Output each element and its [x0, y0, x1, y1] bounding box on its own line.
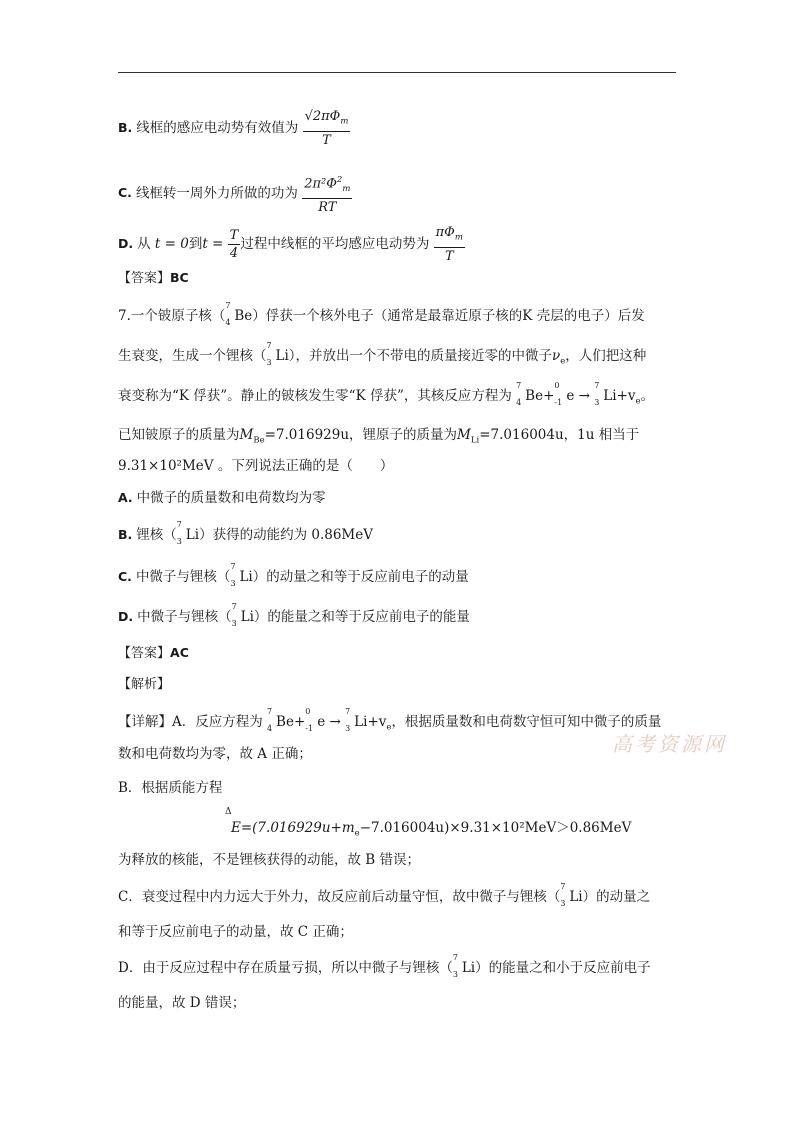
nuclide-be: 7 4 Be+	[267, 707, 306, 733]
header-rule	[118, 72, 676, 73]
detail-line1: 【详解】A．反应方程为 7 4 Be+ 0 -1 e → 7 3 $Li+v_e$，根据质量数和电荷数守恒可知中微子的质量	[118, 707, 662, 733]
watermark-logo: 高考资源网	[612, 732, 727, 756]
q7-line2: 生衰变，生成一个锂核（ 7 3 Li），并放出一个不带电的质量接近零的中微子$\nu_e$，人们把这种	[118, 341, 647, 367]
nuclide-li: 7 3 Li	[452, 953, 476, 979]
option-d: D. 从 t = 0到t = $\frac{T}{4}$ 过程中线框的平均感应电动势为 $\frac{\pi\Phi_m}{T}$	[118, 225, 463, 264]
q7-option-c: C. 中微子与锂核（ 7 3 Li）的动量之和等于反应前电子的动量	[118, 562, 469, 588]
nuclide-li: 7 3 Li+v	[594, 381, 636, 407]
option-c: C. 线框转一周外力所做的功为 $\frac{2\pi^2\Phi^2_m}{RT}$	[118, 172, 352, 216]
fraction: $\frac{\pi\Phi_m}{T}$	[435, 225, 463, 264]
nuclide-li: 7 3 Li	[560, 882, 583, 908]
fraction: $\frac{2\pi^2\Phi^2_m}{RT}$	[302, 172, 352, 216]
nuclide-e: 0 -1 e →	[305, 707, 341, 733]
detail-line6: C．衰变过程中内力远大于外力，故反应前后动量守恒，故中微子与锂核（ 7 3 Li）的动量之	[118, 882, 651, 908]
detail-line9: 的能量，故 D 错误；	[118, 995, 246, 1011]
nuclide-li: 7 3 Li+v	[345, 707, 387, 733]
answer-ac: 【答案】AC	[118, 645, 189, 661]
q7-line5: 9.31×10²MeV 。下列说法正确的是（ ）	[118, 458, 394, 474]
delta-symbol: Δ	[225, 807, 232, 817]
nuclide-be: 7 4 Be+	[516, 381, 555, 407]
detail-line3: B．根据质能方程	[118, 780, 223, 796]
nuclide-be: 7 4 Be	[225, 301, 253, 327]
detail-line5: 为释放的核能，不是锂核获得的动能，故 B 错误；	[118, 852, 421, 868]
detail-line8: D．由于反应过程中存在质量亏损，所以中微子与锂核（ 7 3 Li）的能量之和小于反应前电子	[118, 953, 651, 979]
answer-bc: 【答案】BC	[118, 270, 189, 286]
q7-line3: 衰变称为“K 俘获”。静止的铍核发生零“K 俘获”，其核反应方程为 7 4 Be+ 0 -1 e → 7 3 $Li+v_e$。	[118, 381, 655, 407]
q7-option-b: B. 锂核（ 7 3 Li）获得的动能约为 0.86MeV	[118, 520, 373, 546]
option-b: B. 线框的感应电动势有效值为 $\frac{√2\pi\Phi_m}{T}$	[118, 109, 349, 148]
detail-line2: 数和电荷数均为零，故 A 正确；	[118, 746, 312, 762]
q7-option-d: D. 中微子与锂核（ 7 3 Li）的能量之和等于反应前电子的能量	[118, 602, 470, 628]
detail-line7: 和等于反应前电子的动量，故 C 正确；	[118, 924, 353, 940]
nuclide-li: 7 3 Li	[176, 520, 200, 546]
q7-line1: 7.一个铍原子核（ 7 4 Be）俘获一个核外电子（通常是最靠近原子核的K 壳层的电子）后发	[118, 301, 645, 327]
q7-line4: 已知铍原子的质量为$M_{Be}=7.016929u$，锂原子的质量为$M_{Li}=7.016004u$，1u 相当于	[118, 427, 640, 446]
q7-option-a: A. 中微子的质量数和电荷数均为零	[118, 490, 326, 506]
nuclide-li: 7 3 Li	[231, 602, 254, 628]
nuclide-e: 0 -1 e →	[554, 381, 590, 407]
analysis-label: 【解析】	[118, 677, 171, 692]
nuclide-li: 7 3 Li	[230, 562, 253, 588]
fraction: $\frac{√2\pi\Phi_m}{T}$	[304, 109, 349, 148]
nuclide-li: 7 3 Li	[266, 341, 289, 367]
energy-equation: $E=(7.016929u+m_e-7.016004u)\times 9.31\times 10^2MeV>0.86MeV$	[231, 820, 632, 839]
fraction: $\frac{T}{4}$	[229, 227, 239, 261]
